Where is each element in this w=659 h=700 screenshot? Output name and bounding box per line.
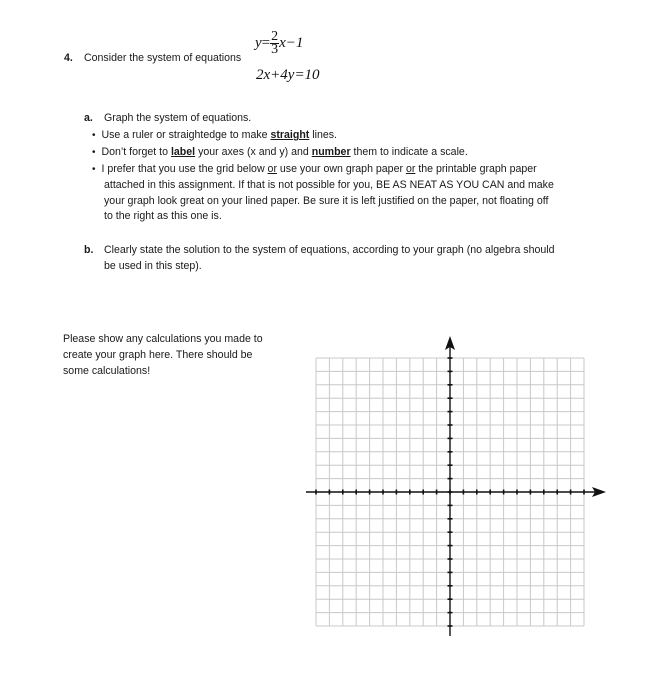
part-b-line-1: Clearly state the solution to the system of equations, according to your graph (no algebra should [104,244,555,256]
part-a-title: Graph the system of equations. [104,112,252,124]
bullet-3-line-4: to the right as this one is. [104,210,222,222]
equation-1-rest: x−1 [279,34,304,51]
part-b-line-2: be used in this step). [104,260,202,272]
bullet-2-mid: your axes (x and y) and [195,146,312,158]
problem-number: 4. [64,52,73,64]
bullet-1-post: lines. [309,129,338,141]
equation-1-equals: = [261,34,271,51]
bullet-icon: • [92,130,96,141]
bullet-3-mid: use your own graph paper [276,163,406,175]
bullet-2-post: them to indicate a scale. [350,146,468,158]
bullet-icon: • [92,147,96,158]
fraction-numerator: 2 [271,29,279,44]
calculations-note-line-1: Please show any calculations you made to [63,333,263,345]
equation-2: 2x+4y=10 [256,67,320,83]
bullet-2-pre: Don’t forget to [101,146,171,158]
calculations-note-line-2: create your graph here. There should be [63,349,253,361]
part-b-label: b. [84,244,94,256]
bullet-3-pre: I prefer that you use the grid below [101,163,268,175]
bullet-3-line-2: attached in this assignment. If that is not possible for you, BE AS NEAT AS YOU CAN and make [104,179,554,191]
bullet-3-post: the printable graph paper [415,163,537,175]
bullet-3-or-1: or [267,163,277,175]
problem-prompt: Consider the system of equations [84,52,242,64]
axes [306,336,606,636]
bullet-2-emphasis-number: number [311,146,351,158]
bullet-3-line-3: your graph look great on your lined paper. Be sure it is left justified on the paper, not floating off [104,195,549,207]
fraction-denominator: 3 [271,42,279,57]
calculations-note-line-3: some calculations! [63,365,151,377]
bullet-2-emphasis-label: label [170,146,196,158]
bullet-icon: • [92,164,96,175]
bullet-1-emphasis: straight [270,129,310,141]
bullet-1-pre: Use a ruler or straightedge to make [101,129,271,141]
equation-1-lhs: y [255,34,262,51]
part-a-label: a. [84,112,93,124]
bullet-3-or-2: or [405,163,416,175]
